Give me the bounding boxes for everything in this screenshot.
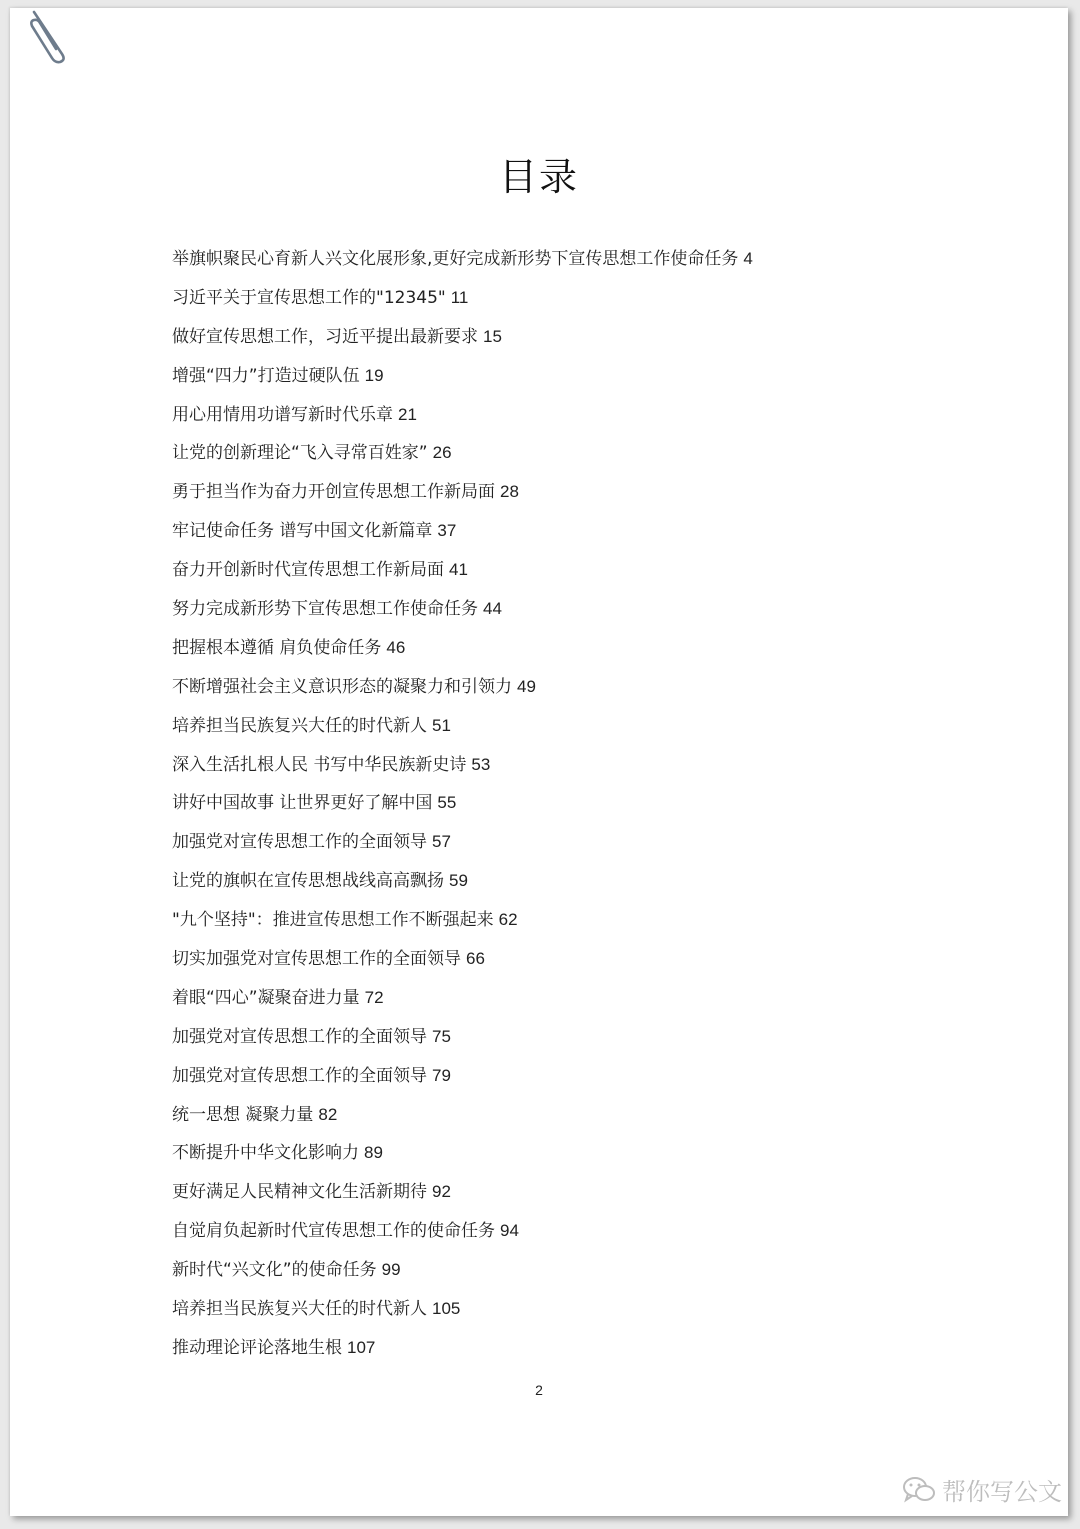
toc-entry[interactable] xyxy=(172,823,753,862)
page-number: 2 xyxy=(535,1382,543,1398)
toc-entry[interactable] xyxy=(172,862,753,901)
toc-entry-title: 深入生活扎根人民 书写中华民族新史诗 xyxy=(172,754,467,775)
toc-entry-page: 37 xyxy=(437,521,457,541)
toc-entry[interactable] xyxy=(172,240,753,279)
toc-entry[interactable] xyxy=(172,1057,753,1096)
toc-entry-page: 75 xyxy=(432,1026,451,1046)
toc-entry-title: 不断增强社会主义意识形态的凝聚力和引领力 xyxy=(172,676,512,697)
toc-entry-page: 94 xyxy=(500,1221,519,1241)
toc-entry-page: 79 xyxy=(432,1065,451,1085)
toc-entry-page: 51 xyxy=(432,715,451,735)
toc-entry-title: 习近平关于宣传思想工作的"12345" xyxy=(172,287,446,308)
toc-entry-title: 努力完成新形势下宣传思想工作使命任务 xyxy=(172,599,478,620)
toc-entry-page: 28 xyxy=(500,482,519,502)
toc-heading: 目录 xyxy=(498,155,579,199)
toc-entry-title: 用心用情用功谱写新时代乐章 xyxy=(172,404,393,425)
toc-entry[interactable] xyxy=(172,1290,753,1329)
toc-entry-page: 44 xyxy=(483,599,502,619)
watermark-text: 帮你写公文 xyxy=(942,1478,1062,1506)
toc-entry-page: 46 xyxy=(386,637,406,657)
toc-entry-title: 让党的创新理论“飞入寻常百姓家” xyxy=(172,443,428,464)
toc-entry-page: 107 xyxy=(347,1337,376,1357)
table-of-contents xyxy=(172,240,753,1368)
toc-entry[interactable] xyxy=(172,1212,753,1251)
toc-entry[interactable] xyxy=(172,1173,753,1212)
toc-entry-title: 统一思想 凝聚力量 xyxy=(172,1104,314,1125)
toc-entry-page: 57 xyxy=(432,832,451,852)
toc-entry-page: 41 xyxy=(449,560,468,580)
toc-entry[interactable] xyxy=(172,707,753,746)
toc-entry-page: 105 xyxy=(432,1299,461,1319)
toc-entry[interactable] xyxy=(172,396,753,435)
toc-entry-page: 15 xyxy=(483,326,502,346)
toc-entry[interactable] xyxy=(172,1134,753,1173)
toc-entry-title: 自觉肩负起新时代宣传思想工作的使命任务 xyxy=(172,1221,495,1242)
toc-entry[interactable] xyxy=(172,746,753,785)
toc-entry[interactable] xyxy=(172,357,753,396)
toc-entry[interactable] xyxy=(172,590,753,629)
toc-entry[interactable] xyxy=(172,901,753,940)
toc-entry-page: 26 xyxy=(432,443,452,463)
toc-entry[interactable] xyxy=(172,434,753,473)
toc-entry-title: 培养担当民族复兴大任的时代新人 xyxy=(172,1299,427,1320)
toc-entry[interactable] xyxy=(172,668,753,707)
toc-entry-title: 着眼“四心”凝聚奋进力量 xyxy=(172,987,360,1008)
toc-entry-page: 62 xyxy=(498,910,518,930)
toc-entry-title: 更好满足人民精神文化生活新期待 xyxy=(172,1182,427,1203)
toc-entry[interactable] xyxy=(172,1329,753,1368)
toc-entry-title: 加强党对宣传思想工作的全面领导 xyxy=(172,1065,427,1086)
toc-entry-title: 推动理论评论落地生根 xyxy=(172,1337,342,1358)
toc-entry-page: 21 xyxy=(398,404,417,424)
toc-entry-title: 增强“四力”打造过硬队伍 xyxy=(172,365,360,386)
toc-entry-title: 牢记使命任务 谱写中国文化新篇章 xyxy=(172,521,433,542)
toc-entry-page: 19 xyxy=(364,365,384,385)
toc-entry-page: 49 xyxy=(517,676,536,696)
toc-entry[interactable] xyxy=(172,551,753,590)
toc-entry[interactable] xyxy=(172,979,753,1018)
toc-entry-title: 举旗帜聚民心育新人兴文化展形象,更好完成新形势下宣传思想工作使命任务 xyxy=(172,249,739,269)
toc-entry-title: 让党的旗帜在宣传思想战线高高飘扬 xyxy=(172,871,444,892)
toc-entry-title: 奋力开创新时代宣传思想工作新局面 xyxy=(172,560,444,581)
paperclip-icon xyxy=(24,8,72,64)
toc-entry[interactable] xyxy=(172,473,753,512)
toc-entry-page: 89 xyxy=(364,1143,383,1163)
toc-entry-page: 4 xyxy=(743,249,753,268)
toc-entry-title: 加强党对宣传思想工作的全面领导 xyxy=(172,1026,427,1047)
toc-entry[interactable] xyxy=(172,940,753,979)
toc-entry-page: 99 xyxy=(381,1260,401,1280)
toc-entry-title: 新时代“兴文化”的使命任务 xyxy=(172,1260,377,1281)
toc-entry-title: 把握根本遵循 肩负使命任务 xyxy=(172,637,382,658)
toc-entry[interactable] xyxy=(172,1018,753,1057)
toc-entry[interactable] xyxy=(172,1096,753,1135)
toc-entry[interactable] xyxy=(172,512,753,551)
toc-entry-page: 55 xyxy=(437,793,457,813)
toc-entry-title: 做好宣传思想工作，习近平提出最新要求 xyxy=(172,326,478,347)
watermark xyxy=(902,1472,1062,1507)
toc-entry[interactable] xyxy=(172,279,753,318)
toc-entry-page: 53 xyxy=(471,754,491,774)
toc-entry-page: 66 xyxy=(466,949,485,969)
toc-entry-page: 59 xyxy=(449,871,468,891)
toc-entry-title: 不断提升中华文化影响力 xyxy=(172,1143,359,1164)
toc-entry-page: 11 xyxy=(450,287,469,307)
document-page xyxy=(10,8,1068,1516)
toc-entry-page: 92 xyxy=(432,1182,451,1202)
toc-entry-title: 勇于担当作为奋力开创宣传思想工作新局面 xyxy=(172,482,495,503)
toc-entry[interactable] xyxy=(172,784,753,823)
toc-entry-title: 讲好中国故事 让世界更好了解中国 xyxy=(172,793,433,814)
wechat-icon xyxy=(902,1475,936,1505)
toc-entry[interactable] xyxy=(172,318,753,357)
toc-entry-title: 加强党对宣传思想工作的全面领导 xyxy=(172,832,427,853)
toc-entry-page: 72 xyxy=(364,987,384,1007)
toc-entry[interactable] xyxy=(172,629,753,668)
toc-entry-title: "九个坚持"：推进宣传思想工作不断强起来 xyxy=(172,910,494,931)
toc-entry-title: 培养担当民族复兴大任的时代新人 xyxy=(172,715,427,736)
toc-entry[interactable] xyxy=(172,1251,753,1290)
toc-entry-title: 切实加强党对宣传思想工作的全面领导 xyxy=(172,949,461,970)
toc-entry-page: 82 xyxy=(318,1104,338,1124)
